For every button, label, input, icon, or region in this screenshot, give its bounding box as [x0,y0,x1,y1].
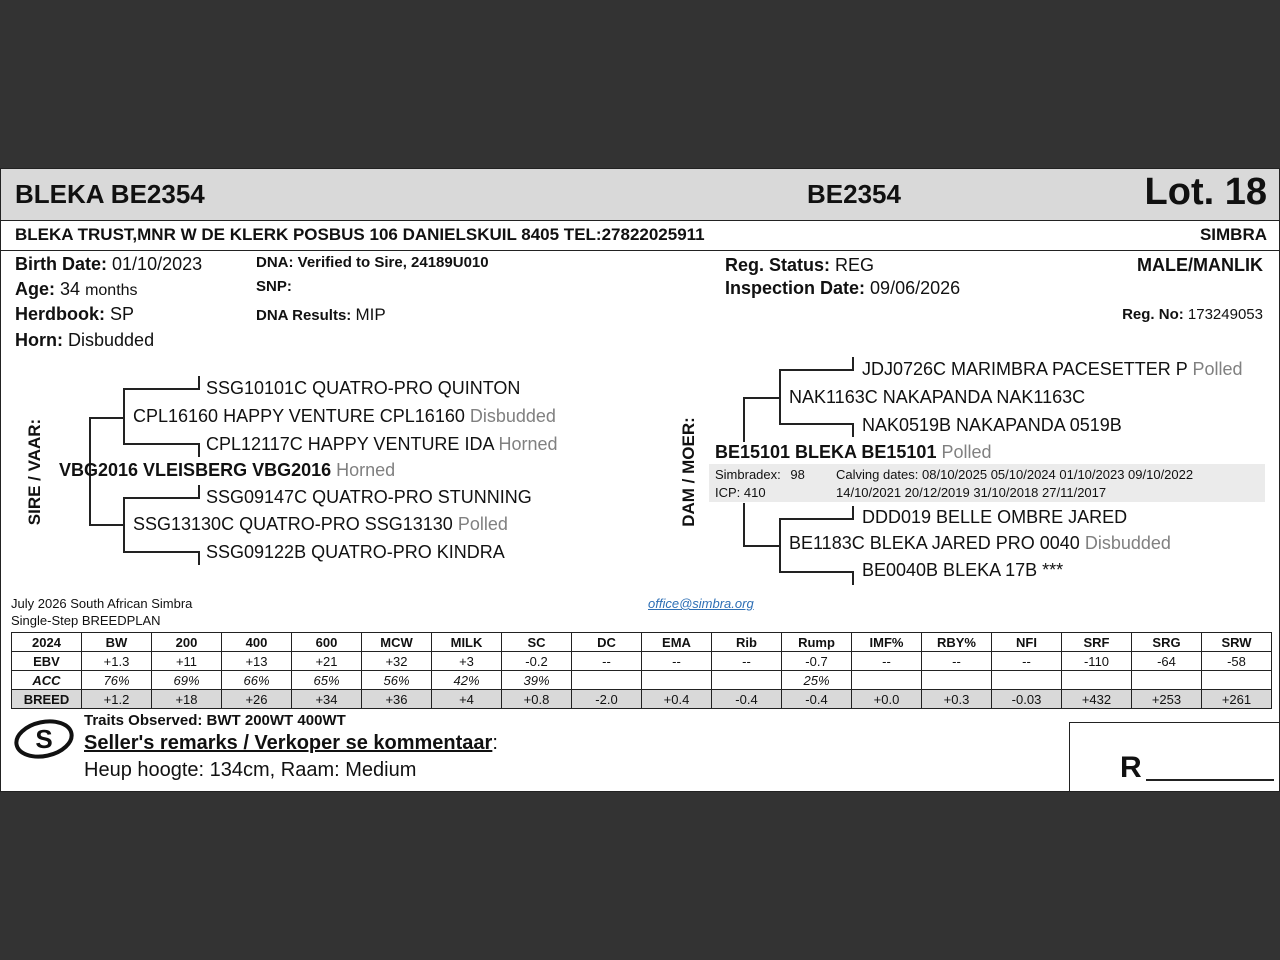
breedplan-title: July 2026 South African Simbra [11,596,193,611]
ebv-cell: +261 [1202,690,1272,709]
tick [852,423,854,437]
ebv-column-header: MCW [362,633,432,652]
dam-dam-of-sire: SSG09122B QUATRO-PRO KINDRA [206,542,505,562]
tick [198,443,200,457]
tick [198,485,200,499]
sire-sire-parent-name: CPL16160 HAPPY VENTURE CPL16160 [133,406,465,426]
ebv-cell: -0.2 [502,652,572,671]
calving-line-1: 08/10/2025 05/10/2024 01/10/2023 09/10/2022 [922,467,1194,482]
inspection-date [725,278,960,299]
snp-label: SNP: [256,278,292,295]
ebv-cell [852,671,922,690]
ebv-column-header: MILK [432,633,502,652]
ebv-cell: 66% [222,671,292,690]
sire-main [59,460,395,481]
ebv-column-header: RBY% [922,633,992,652]
simbradex-label: Simbradex: [715,467,781,482]
sire-of-sire [133,406,556,427]
dam-dam-name: BE1183C BLEKA JARED PRO 0040 [789,533,1080,553]
dam-main-name: BE15101 BLEKA BE15101 [715,442,937,462]
ebv-column-header: BW [82,633,152,652]
remarks-colon: : [492,732,498,754]
icp [715,485,766,500]
dam-dam-dam: BE0040B BLEKA 17B *** [862,560,1064,580]
ebv-cell: EBV [12,652,82,671]
calving-line-2: 14/10/2021 20/12/2019 31/10/2018 27/11/2017 [836,485,1107,500]
connector [779,369,853,371]
dam-sire-sire [862,359,1243,380]
dam-side-label: DAM / MOER: [679,417,698,527]
lot-header [1,169,1280,221]
ebv-cell: +0.0 [852,690,922,709]
calving-label: Calving dates: [836,467,919,482]
sire-dam-bracket [123,497,125,553]
tick [852,357,854,371]
lot-card [0,168,1280,792]
animal-id: BE2354 [807,179,901,209]
herdbook [15,304,134,325]
ebv-cell: +26 [222,690,292,709]
ebv-cell: +11 [152,652,222,671]
dna-results-value: MIP [355,305,386,324]
ebv-cell [712,671,782,690]
ebv-cell [922,671,992,690]
dam-main [715,442,992,463]
ebv-column-header: SRF [1062,633,1132,652]
reg-no-value: 173249053 [1187,306,1263,323]
birth-date [15,254,202,275]
dam-of-sire [133,514,508,535]
ebv-cell: -58 [1202,652,1272,671]
dam-sire-dam: NAK0519B NAKAPANDA 0519B [862,415,1122,435]
birth-date-label: Birth Date: [15,254,108,274]
herdbook-value: SP [110,304,135,324]
reg-status-value: REG [835,255,875,275]
ebv-row [12,652,1272,671]
price-box [1069,722,1280,792]
ebv-cell [1132,671,1202,690]
ebv-cell: -0.4 [712,690,782,709]
dam-sire-of-sire: SSG09147C QUATRO-PRO STUNNING [206,487,532,507]
ebv-column-header: SRG [1132,633,1202,652]
ebv-cell [1202,671,1272,690]
ebv-cell: BREED [12,690,82,709]
dam-dam-sire: DDD019 BELLE OMBRE JARED [862,507,1128,527]
ebv-cell: -- [642,652,712,671]
ebv-column-header: SC [502,633,572,652]
sire-dam-bottom [123,551,199,553]
price-currency: R [1120,751,1142,784]
ebv-cell: +432 [1062,690,1132,709]
ebv-cell: -110 [1062,652,1132,671]
ebv-column-header: 200 [152,633,222,652]
ebv-cell: -0.4 [782,690,852,709]
sire-sire-bottom [123,443,199,445]
sire-sire-name: SSG10101C QUATRO-PRO QUINTON [206,378,521,398]
connector [779,369,781,425]
ebv-cell [992,671,1062,690]
dam-lower-bracket [743,503,745,547]
sire-dam-horn: Horned [498,434,558,454]
inspection-label: Inspection Date: [725,278,866,298]
ebv-cell: -- [992,652,1062,671]
dna-verification: DNA: Verified to Sire, 24189U010 [256,254,489,271]
breed-name: SIMBRA [1199,225,1267,244]
ebv-cell: 42% [432,671,502,690]
traits-observed: Traits Observed: BWT 200WT 400WT [84,712,346,729]
tick [852,571,854,585]
ebv-cell: +1.2 [82,690,152,709]
ebv-cell: +0.4 [642,690,712,709]
price-input-line[interactable] [1146,779,1274,781]
horn-status [15,330,154,351]
dam-main-horn: Polled [941,442,992,462]
ebv-column-header: IMF% [852,633,922,652]
ebv-column-header: 600 [292,633,362,652]
ebv-cell: ACC [12,671,82,690]
lot-number: Lot. 18 [1144,171,1267,213]
acc-row [12,671,1272,690]
ebv-cell: 69% [152,671,222,690]
dam-of-sire-name: SSG13130C QUATRO-PRO SSG13130 [133,514,453,534]
connector [779,518,781,573]
reg-number [1122,306,1263,323]
owner-row [1,221,1280,251]
ebv-column-header: NFI [992,633,1062,652]
ebv-cell: +3 [432,652,502,671]
email-link[interactable]: office@simbra.org [648,596,754,611]
ebv-column-header: Rib [712,633,782,652]
ebv-cell [572,671,642,690]
ebv-cell: 39% [502,671,572,690]
dam-sire-sire-name: JDJ0726C MARIMBRA PACESETTER P [862,359,1188,379]
ebv-column-header: 2024 [12,633,82,652]
dam-upper-bracket [743,397,745,442]
tick [198,551,200,565]
herdbook-label: Herdbook: [15,304,105,324]
tick [198,376,200,390]
reg-status-label: Reg. Status: [725,255,831,275]
birth-date-value: 01/10/2023 [112,254,203,274]
dam-sire-sire-horn: Polled [1192,359,1243,379]
remarks-title: Seller's remarks / Verkoper se kommentaar [84,732,493,754]
connector [779,423,853,425]
sire-dam-of-sire [206,434,558,455]
ebv-cell: 56% [362,671,432,690]
age-label: Age: [15,279,55,299]
inspection-value: 09/06/2026 [870,278,961,298]
icp-label: ICP: [715,485,741,500]
remarks-text: Heup hoogte: 134cm, Raam: Medium [84,759,417,781]
dam-performance-box [709,464,1265,502]
calving-dates [836,467,1193,482]
tick [852,506,854,520]
simbra-logo [13,719,75,761]
ebv-column-header: Rump [782,633,852,652]
sire-side-label: SIRE / VAAR: [25,418,44,526]
ebv-cell: -64 [1132,652,1202,671]
animal-name: BLEKA BE2354 [15,179,205,209]
ebv-column-header: 400 [222,633,292,652]
ebv-column-header: SRW [1202,633,1272,652]
icp-value: 410 [743,485,766,500]
ebv-cell: -0.03 [992,690,1062,709]
reg-status [725,255,874,276]
sire-dam-top [123,497,199,499]
sire-dam-name: CPL12117C HAPPY VENTURE IDA [206,434,494,454]
ebv-column-header: EMA [642,633,712,652]
logo-letter: S [35,724,53,754]
connector [743,397,779,399]
breedplan-subtitle: Single-Step BREEDPLAN [11,613,161,628]
simbradex [715,467,805,482]
age-unit: months [85,282,138,299]
dam-dam [789,533,1171,554]
ebv-cell: -0.7 [782,652,852,671]
horn-value: Disbudded [68,330,155,350]
sire-bracket-top [89,417,123,419]
ebv-table [11,632,1272,709]
ebv-cell [642,671,712,690]
ebv-cell: +1.3 [82,652,152,671]
sex: MALE/MANLIK [1137,255,1263,275]
connector [779,518,853,520]
ebv-header-row [12,633,1272,652]
dam-sire-name: NAK1163C NAKAPANDA NAK1163C [789,387,1086,407]
sire-bracket-bottom [89,524,123,526]
dna-results [256,305,386,325]
ebv-cell: +253 [1132,690,1202,709]
ebv-cell: -- [922,652,992,671]
breed-row [12,690,1272,709]
ebv-cell: +36 [362,690,432,709]
owner-details: BLEKA TRUST,MNR W DE KLERK POSBUS 106 DANIELSKUIL 8405 TEL:27822025911 [15,225,705,244]
sire-main-horn: Horned [336,460,396,480]
connector [743,545,779,547]
ebv-cell: -- [712,652,782,671]
ebv-cell: 65% [292,671,362,690]
connector [779,571,853,573]
dam-dam-horn: Disbudded [1084,533,1171,553]
sire-sire-bracket [123,388,125,445]
dam-of-sire-horn: Polled [457,514,508,534]
ebv-column-header: DC [572,633,642,652]
age [15,279,138,300]
remarks-heading [84,732,498,755]
sire-main-name: VBG2016 VLEISBERG VBG2016 [59,460,332,480]
ebv-cell: 76% [82,671,152,690]
ebv-cell: 25% [782,671,852,690]
ebv-cell: -- [852,652,922,671]
horn-label: Horn: [15,330,63,350]
reg-no-label: Reg. No: [1122,306,1184,323]
ebv-cell: -- [572,652,642,671]
sire-sire-top [123,388,199,390]
ebv-cell: +34 [292,690,362,709]
ebv-cell: +13 [222,652,292,671]
ebv-cell: +4 [432,690,502,709]
ebv-cell [1062,671,1132,690]
ebv-cell: +32 [362,652,432,671]
ebv-cell: +0.3 [922,690,992,709]
ebv-cell: -2.0 [572,690,642,709]
ebv-cell: +0.8 [502,690,572,709]
sire-sire-parent-horn: Disbudded [469,406,556,426]
simbradex-value: 98 [790,467,805,482]
ebv-cell: +18 [152,690,222,709]
dna-results-label: DNA Results: [256,307,352,324]
ebv-cell: +21 [292,652,362,671]
age-value: 34 [60,279,81,299]
